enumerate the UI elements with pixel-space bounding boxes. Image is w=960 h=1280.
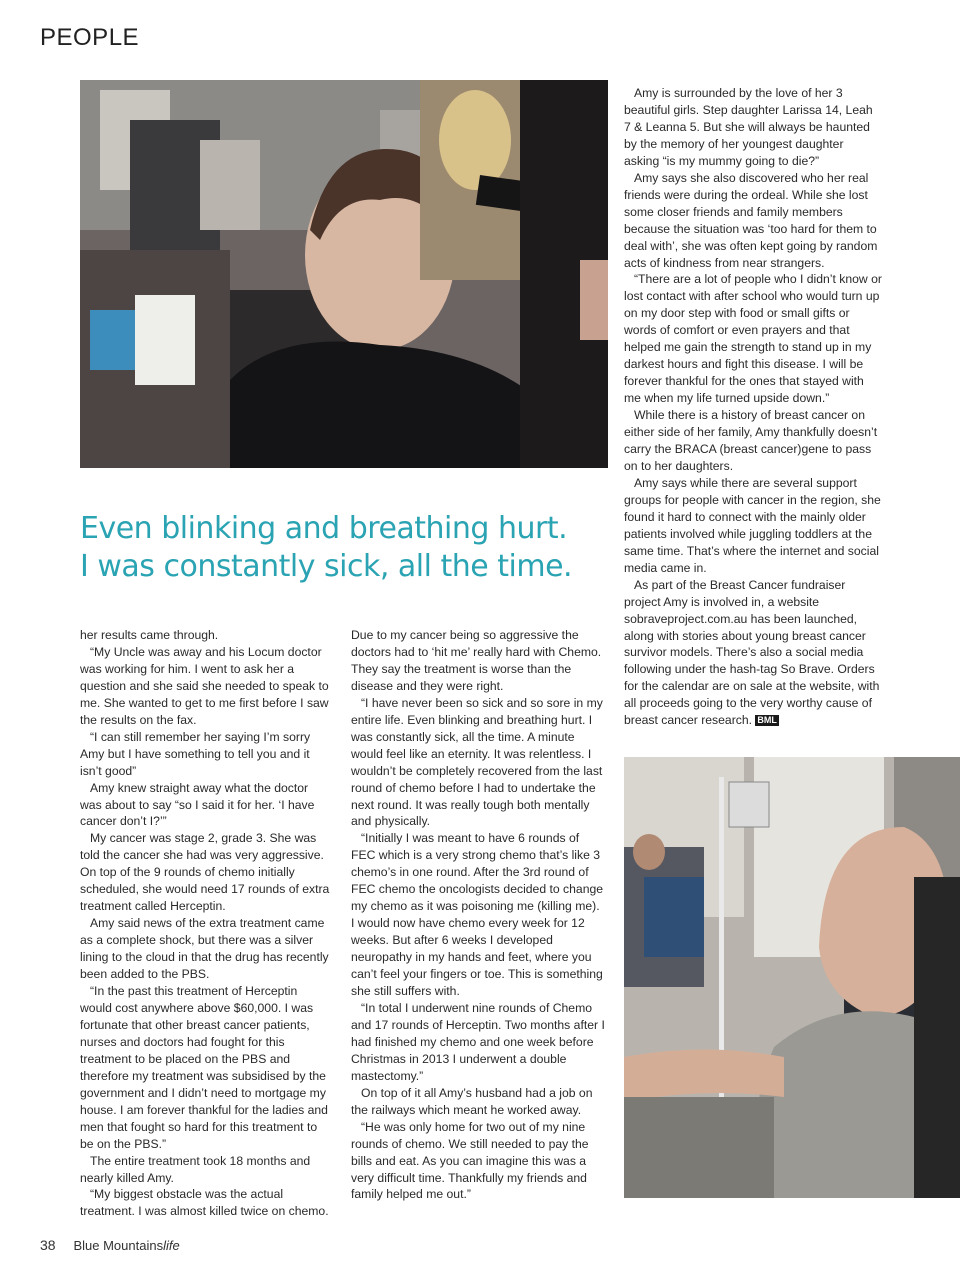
paragraph: her results came through. (80, 628, 219, 642)
pull-quote-line-1: Even blinking and breathing hurt. (80, 511, 568, 546)
page-number: 38 (40, 1237, 56, 1253)
paragraph: “In total I underwent nine rounds of Chemo and 17 rounds of Herceptin. Two months after I had finished my chemo and one week before Christmas in 2013 I underwent a double mastectomy.” (351, 1000, 605, 1083)
paragraph: Amy is surrounded by the love of her 3 beautiful girls. Step daughter Larissa 14, Leah 7 & Leanna 5. But she will always be haunted by the memory of her youngest daughter asking “is my mummy going to die?” (624, 86, 873, 168)
paragraph: “My Uncle was away and his Locum doctor was working for him. I went to ask her a question and she said she needed to speak to me. She wanted to get to me first before I saw the results on the fax. (80, 644, 329, 727)
chemo-photo-graphic (624, 757, 960, 1198)
paragraph: While there is a history of breast cancer on either side of her family, Amy thankfully doesn’t carry the BRACA (breast cancer)gene to pass on to her daughters. (624, 408, 878, 473)
paragraph: Amy knew straight away what the doctor was about to say “so I said it for her. ‘I have cancer don’t I?’” (80, 780, 315, 829)
paragraph: On top of it all Amy’s husband had a job on the railways which meant he worked away. (351, 1085, 593, 1117)
pull-quote-line-2: I was constantly sick, all the time. (80, 549, 573, 584)
magazine-name: Blue Mountains (73, 1238, 164, 1253)
paragraph: “I can still remember her saying I’m sorry Amy but I have something to tell you and it isn’t good” (80, 729, 311, 778)
paragraph: My cancer was stage 2, grade 3. She was told the cancer she had was very aggressive. On top of the 9 rounds of chemo initially scheduled, she would need 17 rounds of extra treatment called Herceptin. (80, 831, 330, 914)
paragraph: “He was only home for two out of my nine rounds of chemo. We still needed to pay the bills and eat. As you can imagine this was a very difficult time. Thankfully my friends and family helped me out.” (351, 1119, 589, 1202)
paragraph: The entire treatment took 18 months and nearly killed Amy. (80, 1153, 311, 1185)
section-label: PEOPLE (40, 24, 140, 51)
article-column-1 (80, 627, 332, 1220)
page-footer (40, 1237, 180, 1253)
paragraph: “There are a lot of people who I didn’t know or lost contact with after school who would turn up on my door step with food or small gifts or words of comfort or even prayers and that helped me gain the strength to stand up in my darkest hours and fight this disease. I will be forever thankful for the ones that stayed with me when my life turned upside down.” (624, 272, 882, 406)
paragraph: Amy said news of the extra treatment came as a complete shock, but there was a silver lining to the cloud in that the drug has recently been added to the PBS. (80, 916, 329, 982)
paragraph: “My biggest obstacle was the actual treatment. I was almost killed twice on chemo. (80, 1187, 329, 1219)
paragraph: “I have never been so sick and so sore in my entire life. Even blinking and breathing hurt. I was constantly sick, all the time. A minute would feel like an eternity. It was relentless. I wouldn’t be completely recovered from the last round of chemo before I had to undertake the next round. It was really tough both mentally and physically. (351, 695, 603, 829)
paragraph: Due to my cancer being so aggressive the doctors had to ‘hit me’ really hard with Chemo. They say the treatment is worse than the disease and they were right. (351, 628, 602, 693)
article-column-2 (351, 627, 606, 1203)
pull-quote (80, 510, 608, 586)
article-column-3 (624, 85, 882, 729)
paragraph: Amy says she also discovered who her real friends were during the ordeal. While she lost some closer friends and family members because the situation was ‘too hard for them to deal with’, she was often kept going by random acts of kindness from near strangers. (624, 170, 878, 270)
end-mark-icon: BML (757, 715, 777, 726)
salon-photo (80, 80, 608, 468)
salon-photo-graphic (80, 80, 608, 468)
chemo-photo (624, 757, 960, 1198)
paragraph-last (624, 577, 882, 730)
paragraph: “In the past this treatment of Herceptin would cost anywhere above $60,000. I was fortunate that other breast cancer patients, nurses and doctors had fought for this treatment to be placed on the PBS and therefore my treatment was subsidised by the government and I didn’t need to mortgage my house. I am forever thankful for the ladies and men that fought so hard for this treatment to be on the PBS.” (80, 984, 328, 1151)
magazine-name-suffix: life (163, 1238, 180, 1253)
paragraph: “Initially I was meant to have 6 rounds of FEC which is a very strong chemo that’s like 3 chemo’s in one round. After the 3rd round of FEC chemo the oncologists decided to change my chemo as it was poisoning me (killing me). I would now have chemo every week for 12 weeks. But after 6 weeks I developed neuropathy in my hands and feet, where you can’t feel your fingers or toe. This is something she still suffers with. (351, 831, 604, 999)
paragraph: Amy says while there are several support groups for people with cancer in the region, she found it hard to connect with the mainly older patients involved while juggling toddlers at the same time. That’s where the internet and social media came in. (624, 475, 881, 575)
paragraph-last-text: As part of the Breast Cancer fundraiser project Amy is involved in, a website sobraveproject.com.au has been launched, along with stories about young breast cancer survivor models. There’s also a social media following under the hash-tag So Brave. Orders for the calendar are on sale at the website, with all proceeds going to the very worthy cause of breast cancer research. (624, 577, 880, 728)
